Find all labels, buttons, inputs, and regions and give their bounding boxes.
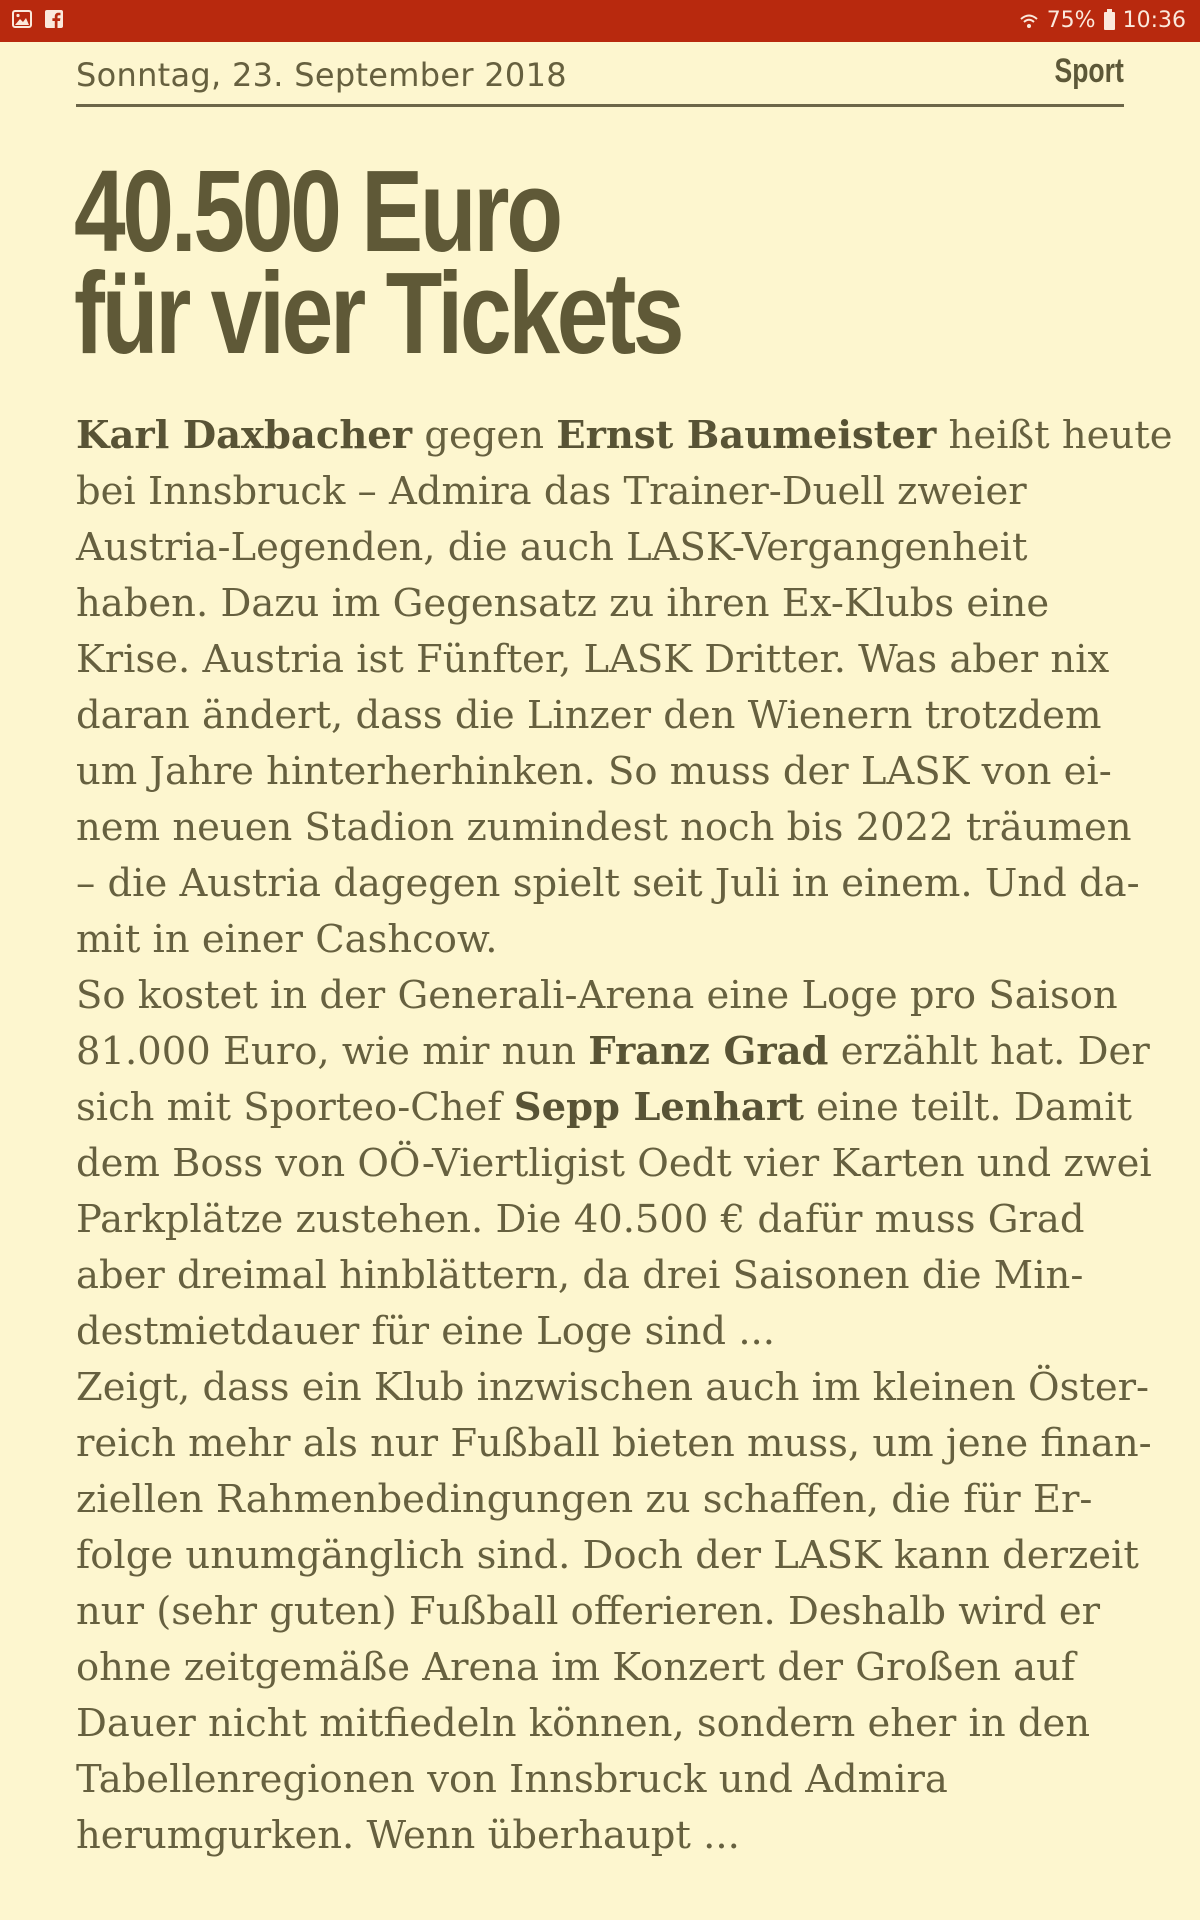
- body-line: [76, 688, 1128, 744]
- body-line: [76, 1696, 1128, 1752]
- body-text: heißt heute: [936, 413, 1173, 458]
- body-line: [76, 800, 1132, 856]
- body-text: – die Austria dagegen spielt seit Juli in einem. Und da-: [76, 861, 1140, 906]
- body-text: Dauer nicht mitfiedeln können, sondern eher in den: [76, 1701, 1091, 1746]
- wifi-icon: [1019, 12, 1039, 30]
- body-line: [76, 520, 1128, 576]
- body-text: daran ändert, dass die Linzer den Wienern trotzdem: [76, 693, 1102, 738]
- article-body: [76, 408, 1173, 1864]
- body-line: [76, 1136, 1152, 1192]
- body-line: [76, 1640, 1128, 1696]
- body-line: [76, 1304, 1128, 1360]
- body-line: [76, 1080, 1132, 1136]
- person-name: Karl Daxbacher: [76, 413, 413, 458]
- body-line: [76, 1024, 1150, 1080]
- system-indicators: [1019, 8, 1186, 33]
- body-text: haben. Dazu im Gegensatz zu ihren Ex-Klubs eine: [76, 581, 1050, 626]
- person-name: Franz Grad: [588, 1029, 829, 1074]
- body-line: [76, 408, 1173, 464]
- body-text: Parkplätze zustehen. Die 40.500 € dafür muss Grad: [76, 1197, 1085, 1242]
- body-text: Tabellenregionen von Innsbruck und Admira: [76, 1757, 948, 1802]
- body-text: ohne zeitgemäße Arena im Konzert der Großen auf: [76, 1645, 1076, 1690]
- body-line: [76, 968, 1128, 1024]
- body-line: [76, 1808, 1128, 1864]
- body-text: So kostet in der Generali-Arena eine Loge pro Saison: [76, 973, 1118, 1018]
- body-text: nem neuen Stadion zumindest noch bis 2022 träumen: [76, 805, 1132, 850]
- article-header: [76, 48, 1124, 107]
- issue-date: Sonntag, 23. September 2018: [76, 56, 567, 94]
- body-text: ziellen Rahmenbedingungen zu schaffen, die für Er-: [76, 1477, 1093, 1522]
- body-text: nur (sehr guten) Fußball offerieren. Deshalb wird er: [76, 1589, 1101, 1634]
- body-line: [76, 744, 1128, 800]
- section-label[interactable]: Sport: [1054, 52, 1124, 90]
- body-text: um Jahre hinterherhinken. So muss der LASK von ei-: [76, 749, 1112, 794]
- headline-line: 40.500 Euro: [74, 146, 560, 276]
- body-text: herumgurken. Wenn überhaupt ...: [76, 1813, 740, 1858]
- body-text: Austria-Legenden, die auch LASK-Vergangenheit: [76, 525, 1028, 570]
- status-bar: [0, 0, 1200, 42]
- body-line: [76, 632, 1128, 688]
- body-text: aber dreimal hinblättern, da drei Saisonen die Min-: [76, 1253, 1084, 1298]
- battery-icon: [1104, 12, 1115, 30]
- body-text: 81.000 Euro, wie mir nun: [76, 1029, 589, 1074]
- body-line: [76, 576, 1128, 632]
- body-text: eine teilt. Damit: [803, 1085, 1132, 1130]
- body-line: [76, 1360, 1150, 1416]
- body-line: [76, 912, 1128, 968]
- body-line: [76, 1472, 1128, 1528]
- person-name: Sepp Lenhart: [513, 1085, 804, 1130]
- article-headline: [74, 146, 914, 378]
- body-text: dem Boss von OÖ-Viertligist Oedt vier Karten und zwei: [76, 1141, 1152, 1186]
- body-text: Zeigt, dass ein Klub inzwischen auch im kleinen Öster-: [76, 1365, 1150, 1410]
- body-text: reich mehr als nur Fußball bieten muss, um jene finan-: [76, 1421, 1152, 1466]
- body-text: erzählt hat. Der: [828, 1029, 1150, 1074]
- body-text: gegen: [412, 413, 557, 458]
- headline-line: für vier Tickets: [74, 248, 682, 378]
- gallery-icon: [12, 10, 32, 28]
- body-line: [76, 1528, 1139, 1584]
- body-line: [76, 1192, 1128, 1248]
- body-line: [76, 1416, 1152, 1472]
- clock-time: 10:36: [1122, 8, 1186, 33]
- body-text: sich mit Sporteo-Chef: [76, 1085, 514, 1130]
- body-text: Krise. Austria ist Fünfter, LASK Dritter. Was aber nix: [76, 637, 1110, 682]
- battery-percent: 75%: [1046, 8, 1096, 33]
- body-line: [76, 1584, 1128, 1640]
- body-text: bei Innsbruck – Admira das Trainer-Duell zweier: [76, 469, 1027, 514]
- body-text: folge unumgänglich sind. Doch der LASK kann derzeit: [76, 1533, 1139, 1578]
- body-line: [76, 1752, 1128, 1808]
- person-name: Ernst Baumeister: [556, 413, 937, 458]
- body-text: mit in einer Cashcow.: [76, 917, 498, 962]
- body-line: [76, 1248, 1128, 1304]
- body-line: [76, 464, 1128, 520]
- body-line: [76, 856, 1140, 912]
- body-text: destmietdauer für eine Loge sind ...: [76, 1309, 776, 1354]
- notification-icons: [12, 10, 64, 28]
- facebook-icon: [44, 10, 64, 28]
